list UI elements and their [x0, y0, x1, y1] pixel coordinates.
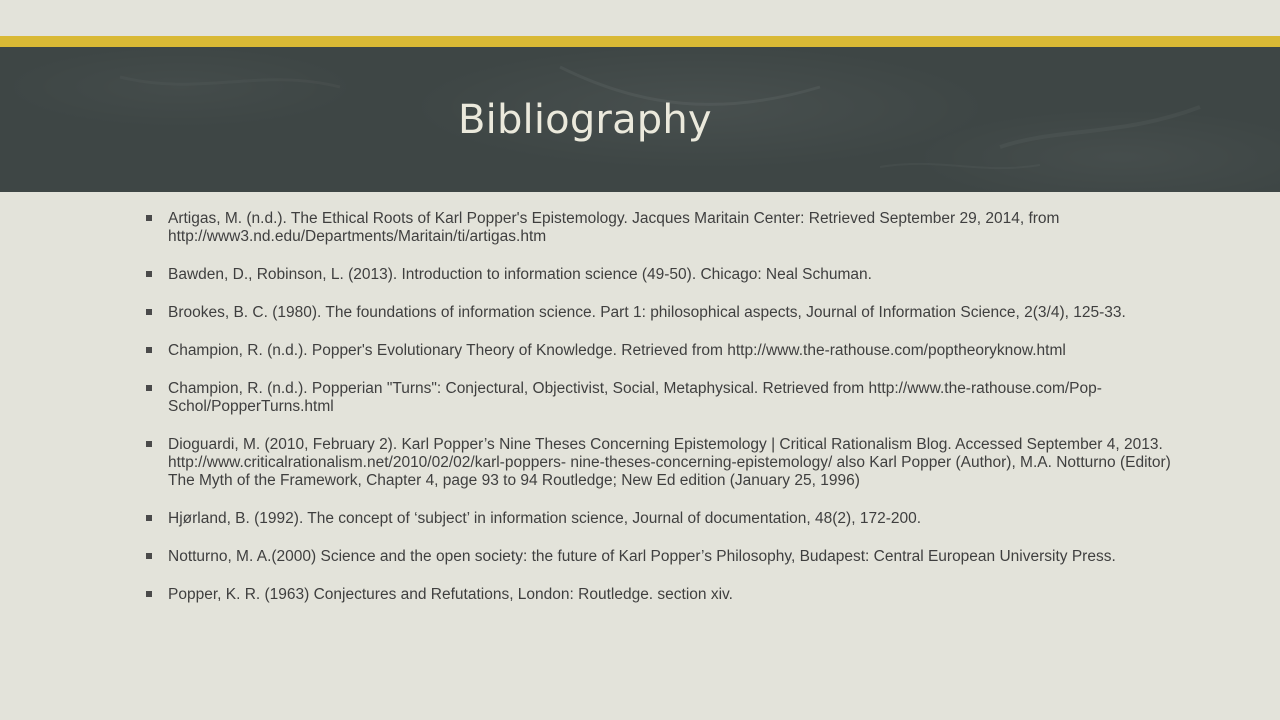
square-bullet-icon [146, 385, 152, 391]
list-item [146, 266, 1176, 284]
reference-text: Bawden, D., Robinson, L. (2013). Introduction to information science (49-50). Chicago: Neal Schuman. [168, 266, 872, 283]
square-bullet-icon [146, 347, 152, 353]
list-item [146, 380, 1176, 416]
list-item [146, 342, 1176, 360]
accent-stripe [0, 36, 1280, 47]
reference-text: Champion, R. (n.d.). Popper's Evolutionary Theory of Knowledge. Retrieved from http://www.the-rathouse.com/poptheoryknow.html [168, 342, 1066, 359]
list-item [146, 304, 1176, 322]
reference-text: Dioguardi, M. (2010, February 2). Karl Popper’s Nine Theses Concerning Epistemology | Critical Rationalism Blog. Accessed September 4, 2013. http://www.criticalrationalism.net/2010/02/02/karl-poppers- nine-theses-concerning-epistemology/ also Karl Popper (Author), M.A. Notturno (Editor) The Myth of the Framework, Chapter 4, page 93 to 94 Routledge; New Ed edition (January 25, 1996) [168, 436, 1171, 489]
square-bullet-icon [146, 271, 152, 277]
list-item [146, 210, 1176, 246]
square-bullet-icon [146, 441, 152, 447]
reference-text: Popper, K. R. (1963) Conjectures and Refutations, London: Routledge. section xiv. [168, 586, 733, 603]
square-bullet-icon [146, 553, 152, 559]
slide-title: Bibliography [458, 97, 712, 143]
square-bullet-icon [146, 591, 152, 597]
bibliography-list [146, 210, 1176, 624]
reference-text: Brookes, B. C. (1980). The foundations of information science. Part 1: philosophical aspects, Journal of Information Science, 2(3/4), 125-33. [168, 304, 1126, 321]
square-bullet-icon [146, 515, 152, 521]
list-item [146, 510, 1176, 528]
reference-text: Notturno, M. A.(2000) Science and the open society: the future of Karl Popper’s Philosophy, Budapest: Central European University Press. [168, 548, 1116, 565]
reference-text: Artigas, M. (n.d.). The Ethical Roots of Karl Popper's Epistemology. Jacques Maritain Center: Retrieved September 29, 2014, from http://www3.nd.edu/Departments/Maritain/ti/artigas.htm [168, 210, 1060, 245]
list-item [146, 548, 1176, 566]
list-item [146, 436, 1176, 490]
square-bullet-icon [146, 309, 152, 315]
list-item [146, 586, 1176, 604]
reference-text: Champion, R. (n.d.). Popperian "Turns": Conjectural, Objectivist, Social, Metaphysical. Retrieved from http://www.the-rathouse.com/Pop-Schol/PopperTurns.html [168, 380, 1102, 415]
reference-text: Hjørland, B. (1992). The concept of ‘subject’ in information science, Journal of documentation, 48(2), 172-200. [168, 510, 922, 527]
square-bullet-icon [146, 215, 152, 221]
